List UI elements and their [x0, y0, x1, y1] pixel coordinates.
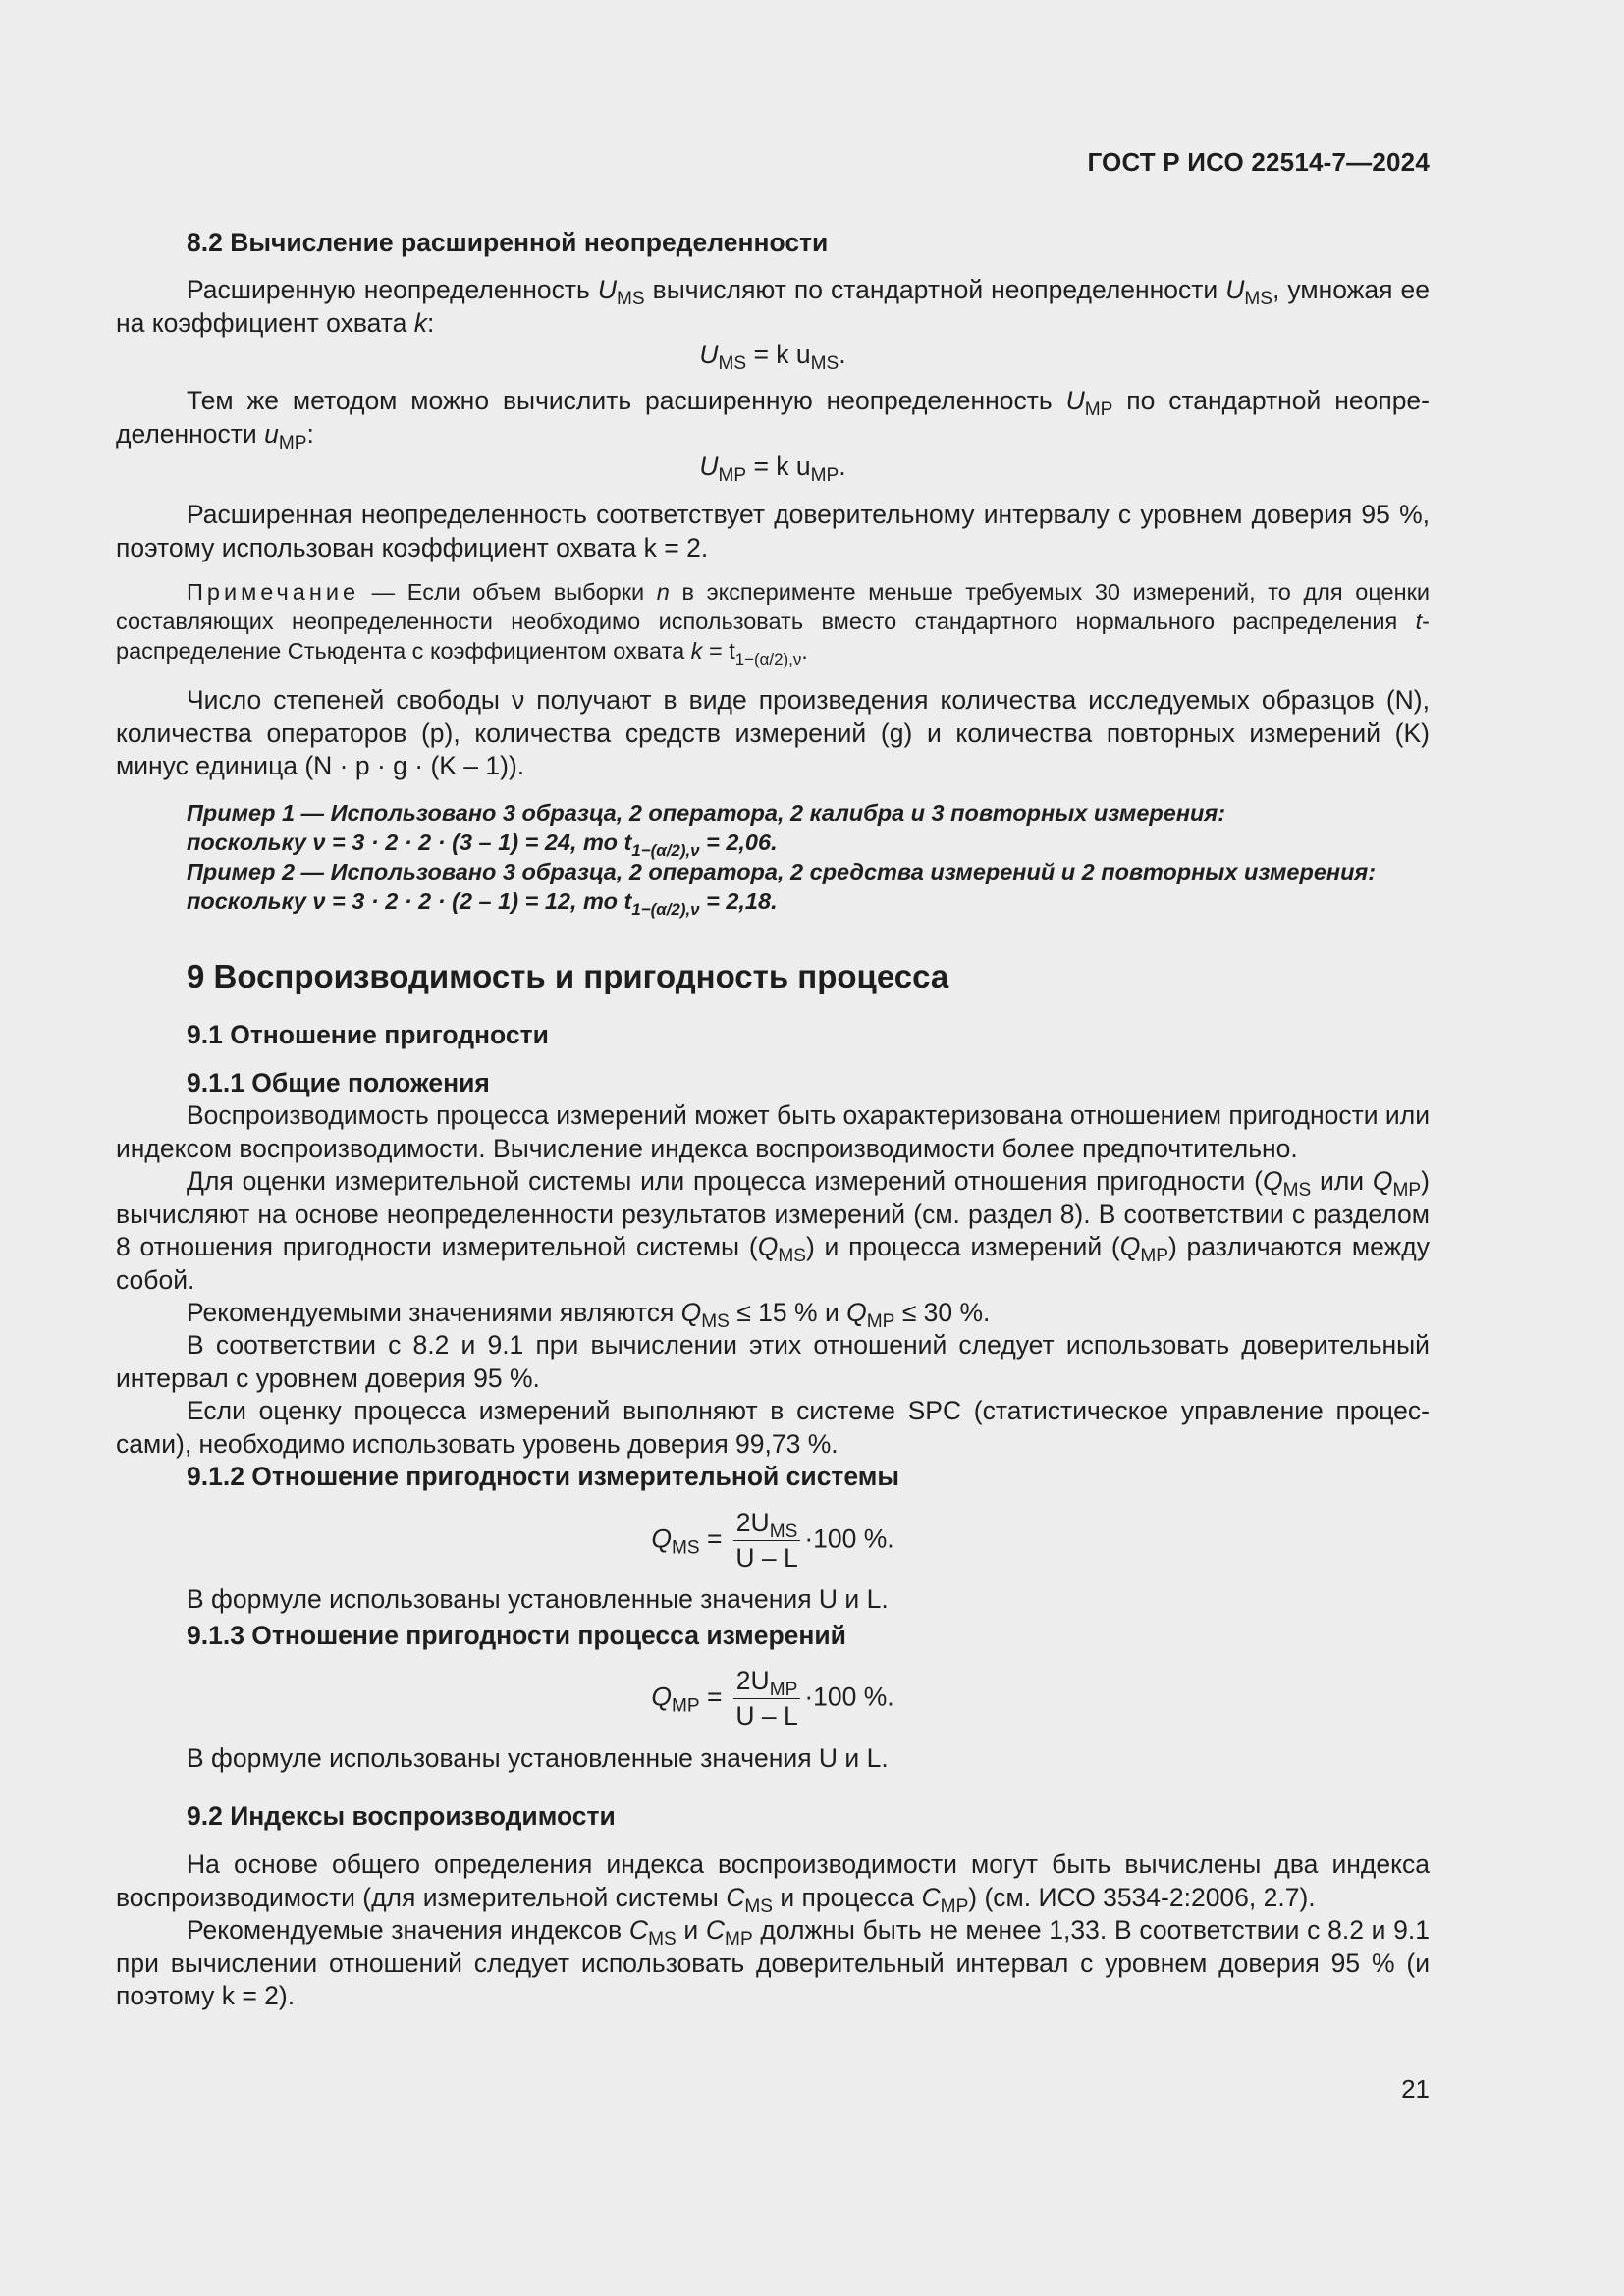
section-9-heading: 9 Воспроизводимость и пригодность процесса [187, 958, 949, 994]
paragraph-9-1-1-2: Для оценки измерительной системы или процесса измерений отношения пригодности ($Q_{MS}$ или $Q_{MP}$) вычисляют на основе неопределенности результатов измерений (см. раздел 8). В соответствии с разделом 8 отношения пригодности измерительной системы $(Q_{MS})$ и процесса измерений $(Q_{MP})$ различаются между собой. [116, 1166, 1430, 1295]
section-9-1-2-heading: 9.1.2 Отношение пригодности измерительной системы [187, 1462, 900, 1491]
document-code-header: ГОСТ Р ИСО 22514-7—2024 [1087, 147, 1430, 177]
formula-q-ms: $Q_{MS}$ = $\frac{2U_{MS}}{U - L}$ ·100 %. [651, 1508, 894, 1573]
fraction: $\frac{2U_{MS}}{U - L}$ [733, 1508, 801, 1574]
paragraph-9-1-3-after: В формуле использованы установленные значения U и L. [187, 1743, 889, 1773]
fraction: $\frac{2U_{MP}}{U - L}$ [733, 1666, 801, 1732]
paragraph-9-1-1-1: Воспроизводимость процесса измерений может быть охарактеризована отношением пригодности или индексом воспроизводимости. Вычисление индекса воспроизводимости более предпочтительно. [116, 1100, 1430, 1163]
note-label: Примечание [187, 579, 360, 605]
note-8-2: Примечание — Если объем выборки n в эксперименте меньше требуемых 30 измерений, то для оценки составляющих неопределенности необходимо использовать вместо стандартного нормального распределения t-распределение Стьюдента с коэффициентом охвата $k = t_{1-(\alpha/2),\nu}$. [116, 579, 1430, 668]
paragraph-8-2-1: Расширенную неопределенность $U_{MS}$ вычисляют по стандартной неопределенности $U_{MS}$, умножая ее на коэффициент охвата k: [116, 275, 1430, 338]
paragraph-9-1-1-5: Если оценку процесса измерений выполняют в системе SPC (статистическое управление процессами), необходимо использовать уровень доверия 99,73 %. [116, 1396, 1430, 1459]
paragraph-9-2-2: Рекомендуемые значения индексов $C_{MS}$ и $C_{MP}$ должны быть не менее 1,33. В соответствии с 8.2 и 9.1 при вычислении отношений следует использовать доверительный интервал с уровнем доверия 95 % (и поэтому k = 2). [116, 1915, 1431, 2010]
paragraph-9-1-1-4: В соответствии с 8.2 и 9.1 при вычислении этих отношений следует использовать доверительный интервал с уровнем доверия 95 %. [116, 1330, 1430, 1393]
example-1: Пример 1 — Использовано 3 образца, 2 оператора, 2 калибра и 3 повторных измерения: поскольку ν = 3 · 2 · 2 · (3 – 1) = 24, то $t_{1-(\alpha/2),\nu} = 2,06$. [187, 800, 1226, 860]
formula-q-mp: $Q_{MP}$ = $\frac{2U_{MP}}{U - L}$ ·100 %. [651, 1666, 894, 1731]
section-9-1-1-heading: 9.1.1 Общие положения [187, 1068, 490, 1097]
section-9-1-3-heading: 9.1.3 Отношение пригодности процесса измерений [187, 1621, 846, 1650]
page-number: 21 [1401, 2074, 1430, 2104]
paragraph-9-1-1-3: Рекомендуемыми значениями являются $Q_{MS} \le 15$ % и $Q_{MP} \le 30$ %. [187, 1298, 991, 1332]
section-9-1-heading: 9.1 Отношение пригодности [187, 1020, 549, 1049]
section-9-2-heading: 9.2 Индексы воспроизводимости [187, 1801, 616, 1831]
example-2: Пример 2 — Использовано 3 образца, 2 оператора, 2 средства измерений и 2 повторных измерения: поскольку ν = 3 · 2 · 2 · (2 – 1) = 12, то $t_{1-(\alpha/2),\nu} = 2,18$. [187, 859, 1377, 919]
formula-u-ms: $U_{MS} = k$ $u_{MS}$. [699, 340, 846, 374]
paragraph-8-2-3: Расширенная неопределенность соответствует доверительному интервалу с уровнем доверия 95 %, поэтому использован коэффициент охвата k = 2. [116, 500, 1430, 562]
paragraph-8-2-4: Число степеней свободы ν получают в виде произведения количества исследуемых образцов (N), количества операторов (p), количества средств измерений (g) и количества повторных измерений (K) минус единица (N · p · g · (K – 1)). [116, 685, 1430, 780]
section-8-2-heading: 8.2 Вычисление расширенной неопределенности [187, 228, 829, 257]
formula-u-mp: $U_{MP} = k$ $u_{MP}$. [699, 452, 846, 486]
paragraph-9-1-2-after: В формуле использованы установленные значения U и L. [187, 1584, 889, 1614]
paragraph-8-2-2: Тем же методом можно вычислить расширенную неопределенность $U_{MP}$ по стандартной неопределенности $u_{MP}$: [116, 386, 1430, 454]
paragraph-9-2-1: На основе общего определения индекса воспроизводимости могут быть вычислены два индекса воспроизводимости (для измерительной системы $C_{MS}$ и процесса $C_{MP}$) (см. ИСО 3534-2:2006, 2.7). [116, 1849, 1430, 1917]
